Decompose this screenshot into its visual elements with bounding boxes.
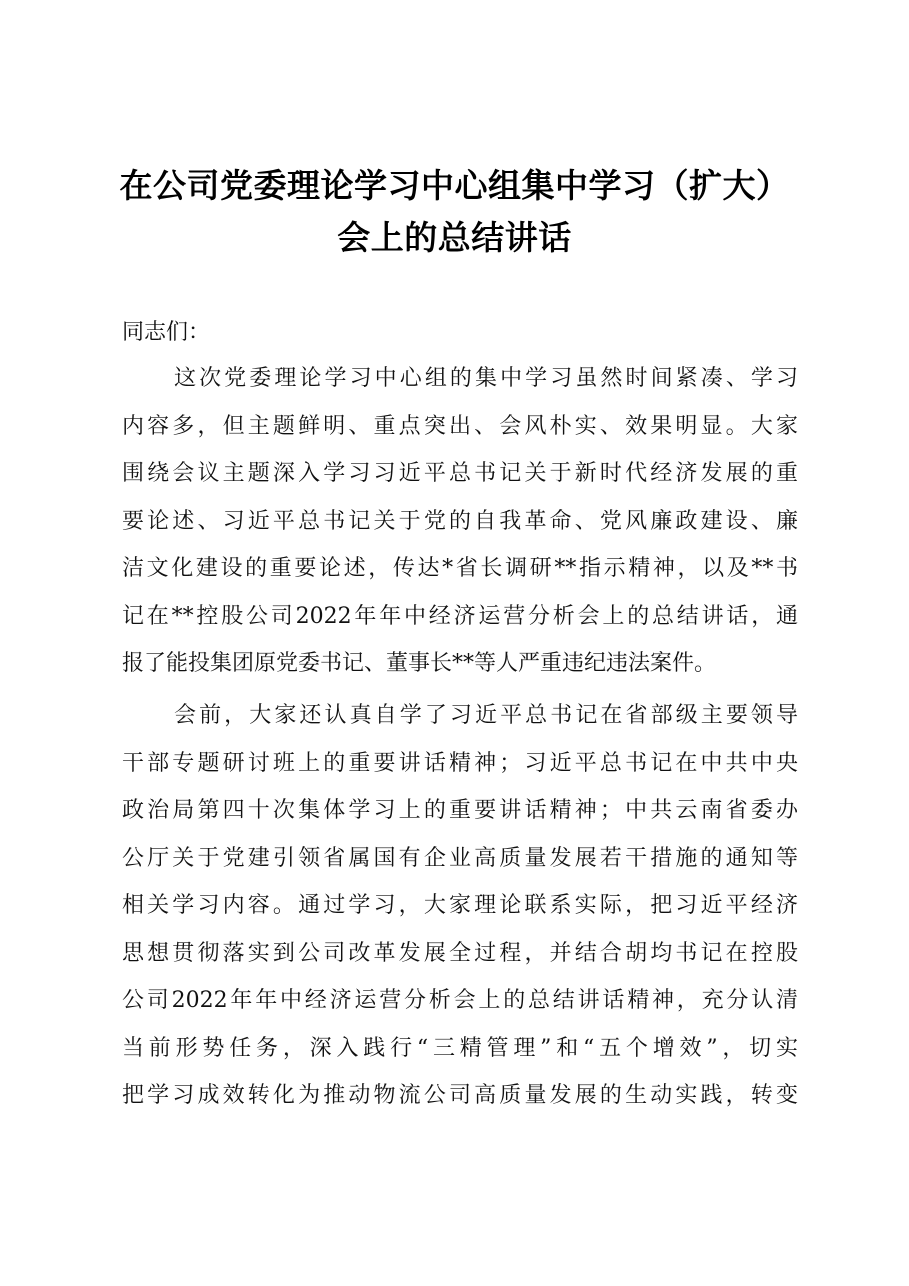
paragraph-2 bbox=[122, 692, 798, 1120]
paragraph-line: 当前形势任务，深入践行“三精管理”和“五个增效”，切实 bbox=[122, 1035, 798, 1061]
paragraph-line: 这次党委理论学习中心组的集中学习虽然时间紧凑、学习 bbox=[174, 366, 798, 391]
paragraph-line: 会前，大家还认真自学了习近平总书记在省部级主要领导 bbox=[174, 703, 798, 728]
paragraph-line: 相关学习内容。通过学习，大家理论联系实际，把习近平经济 bbox=[122, 893, 798, 918]
paragraph-line: 干部专题研讨班上的重要讲话精神；习近平总书记在中共中央 bbox=[122, 750, 798, 776]
paragraph-line: 记在**控股公司2022年年中经济运营分析会上的总结讲话，通 bbox=[122, 603, 798, 629]
document-title-line-2: 会上的总结讲话 bbox=[337, 218, 572, 257]
paragraph-line: 内容多，但主题鲜明、重点突出、会风朴实、效果明显。大家 bbox=[122, 413, 798, 439]
document-title-line-1: 在公司党委理论学习中心组集中学习（扩大） bbox=[119, 166, 790, 205]
paragraph-line: 公厅关于党建引领省属国有企业高质量发展若干措施的通知等 bbox=[122, 845, 798, 871]
paragraph-line: 思想贯彻落实到公司改革发展全过程，并结合胡均书记在控股 bbox=[122, 940, 798, 966]
paragraph-line: 报了能投集团原党委书记、董事长**等人严重违纪违法案件。 bbox=[122, 651, 717, 676]
paragraph-line: 洁文化建设的重要论述，传达*省长调研**指示精神，以及**书 bbox=[122, 556, 798, 581]
paragraph-line: 把学习成效转化为推动物流公司高质量发展的生动实践，转变 bbox=[122, 1083, 798, 1108]
paragraph-line: 政治局第四十次集体学习上的重要讲话精神；中共云南省委办 bbox=[122, 798, 798, 823]
paragraph-line: 围绕会议主题深入学习习近平总书记关于新时代经济发展的重 bbox=[122, 461, 798, 486]
salutation: 同志们： bbox=[122, 320, 211, 345]
paragraph-line: 公司2022年年中经济运营分析会上的总结讲话精神，充分认清 bbox=[122, 988, 798, 1013]
paragraph-line: 要论述、习近平总书记关于党的自我革命、党风廉政建设、廉 bbox=[122, 508, 798, 534]
paragraph-1 bbox=[122, 355, 798, 688]
